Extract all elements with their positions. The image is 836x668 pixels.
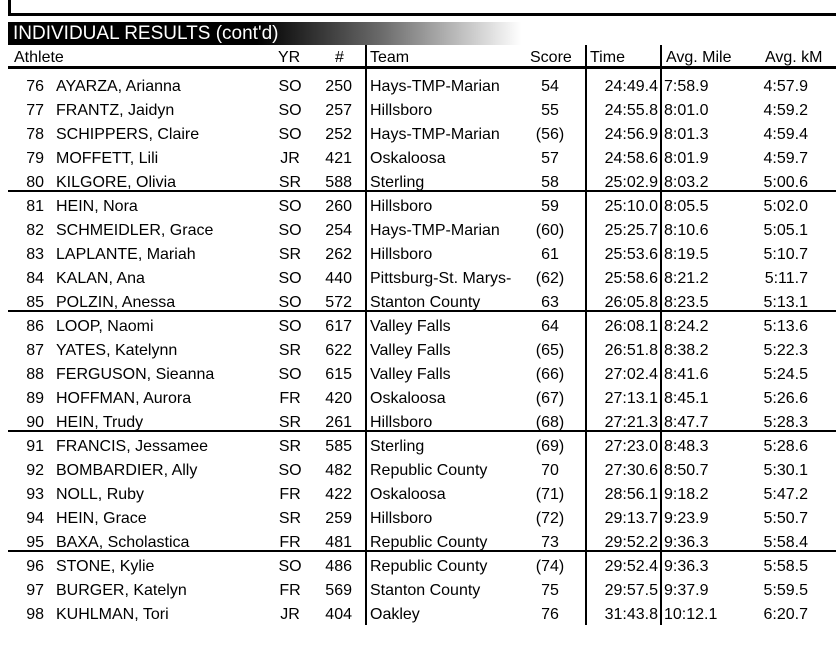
avg-km-pace: 4:59.4 [763, 126, 808, 143]
athlete-name: SCHMEIDLER, Grace [56, 222, 214, 239]
team-name: Stanton County [370, 582, 481, 599]
athlete-name: KALAN, Ana [56, 270, 145, 287]
place-number: 84 [26, 270, 44, 287]
team-score: (60) [535, 222, 565, 239]
avg-km-pace: 4:59.2 [763, 102, 808, 119]
finish-time: 25:10.0 [604, 198, 658, 215]
athlete-name: BOMBARDIER, Ally [56, 462, 198, 479]
table-row [8, 96, 836, 120]
header-avg-km: Avg. kM [765, 49, 823, 66]
avg-mile-pace: 8:48.3 [664, 438, 709, 455]
table-row [8, 216, 836, 240]
team-name: Hillsboro [370, 102, 433, 119]
avg-km-pace: 5:22.3 [763, 342, 808, 359]
team-score: (62) [535, 270, 565, 287]
athlete-year: SO [278, 102, 302, 119]
team-name: Hillsboro [370, 510, 433, 527]
table-row [8, 192, 836, 216]
avg-km-pace: 5:59.5 [763, 582, 808, 599]
bib-number: 262 [325, 246, 352, 263]
table-row [8, 360, 836, 384]
avg-km-pace: 5:11.7 [764, 270, 808, 287]
athlete-year: FR [279, 486, 301, 503]
athlete-year: SR [278, 246, 302, 263]
avg-km-pace: 6:20.7 [763, 606, 808, 623]
avg-km-pace: 5:02.0 [763, 198, 808, 215]
avg-mile-pace: 8:41.6 [664, 366, 709, 383]
athlete-name: MOFFETT, Lili [56, 150, 159, 167]
bib-number: 572 [325, 294, 352, 311]
bib-number: 252 [325, 126, 352, 143]
athlete-name: HOFFMAN, Aurora [56, 390, 192, 407]
avg-mile-pace: 9:36.3 [664, 534, 709, 551]
avg-mile-pace: 9:37.9 [664, 582, 709, 599]
table-row [8, 336, 836, 360]
avg-km-pace: 5:58.4 [763, 534, 808, 551]
team-score: 59 [541, 198, 559, 215]
place-number: 79 [26, 150, 44, 167]
top-frame [8, 0, 836, 16]
team-name: Valley Falls [370, 318, 451, 335]
avg-mile-pace: 8:03.2 [664, 174, 709, 191]
place-number: 88 [26, 366, 44, 383]
bib-number: 261 [325, 414, 352, 431]
table-row [8, 408, 836, 432]
athlete-year: SO [278, 318, 302, 335]
place-number: 95 [26, 534, 44, 551]
finish-time: 24:56.9 [604, 126, 658, 143]
finish-time: 25:58.6 [604, 270, 658, 287]
place-number: 97 [26, 582, 44, 599]
athlete-name: HEIN, Grace [56, 510, 147, 527]
finish-time: 24:55.8 [604, 102, 658, 119]
place-number: 86 [26, 318, 44, 335]
athlete-year: SO [278, 78, 302, 95]
place-number: 76 [26, 78, 44, 95]
avg-mile-pace: 8:45.1 [664, 390, 709, 407]
place-number: 77 [26, 102, 44, 119]
athlete-name: HEIN, Nora [56, 198, 138, 215]
table-row [8, 456, 836, 480]
team-name: Hays-TMP-Marian [370, 222, 500, 239]
team-score: 75 [541, 582, 559, 599]
athlete-year: FR [279, 582, 301, 599]
bib-number: 481 [325, 534, 352, 551]
avg-mile-pace: 7:58.9 [664, 78, 709, 95]
avg-mile-pace: 8:01.9 [664, 150, 709, 167]
team-score: (68) [535, 414, 565, 431]
place-number: 87 [26, 342, 44, 359]
finish-time: 28:56.1 [604, 486, 658, 503]
athlete-name: YATES, Katelynn [56, 342, 178, 359]
avg-mile-pace: 8:38.2 [664, 342, 709, 359]
athlete-year: SO [278, 270, 302, 287]
athlete-name: LOOP, Naomi [56, 318, 154, 335]
athlete-name: NOLL, Ruby [56, 486, 145, 503]
avg-km-pace: 4:57.9 [763, 78, 808, 95]
athlete-year: SR [278, 342, 302, 359]
place-number: 85 [26, 294, 44, 311]
place-number: 80 [26, 174, 44, 191]
team-name: Oskaloosa [370, 390, 446, 407]
place-number: 91 [26, 438, 44, 455]
bib-number: 588 [325, 174, 352, 191]
bib-number: 482 [325, 462, 352, 479]
avg-km-pace: 5:58.5 [763, 558, 808, 575]
avg-km-pace: 5:24.5 [763, 366, 808, 383]
avg-mile-pace: 8:47.7 [664, 414, 709, 431]
table-row [8, 120, 836, 144]
team-name: Republic County [370, 462, 488, 479]
table-row [8, 576, 836, 600]
athlete-name: FRANCIS, Jessamee [56, 438, 209, 455]
finish-time: 26:51.8 [604, 342, 658, 359]
bib-number: 585 [325, 438, 352, 455]
avg-km-pace: 5:13.1 [763, 294, 808, 311]
team-score: 64 [541, 318, 559, 335]
avg-mile-pace: 8:23.5 [664, 294, 709, 311]
avg-mile-pace: 9:23.9 [664, 510, 709, 527]
athlete-year: SO [278, 222, 302, 239]
athlete-name: KUHLMAN, Tori [56, 606, 169, 623]
athlete-name: HEIN, Trudy [56, 414, 144, 431]
team-name: Republic County [370, 558, 488, 575]
athlete-year: SO [278, 366, 302, 383]
avg-km-pace: 5:50.7 [763, 510, 808, 527]
team-name: Hillsboro [370, 198, 433, 215]
place-number: 78 [26, 126, 44, 143]
team-score: 76 [541, 606, 559, 623]
team-score: 70 [541, 462, 559, 479]
avg-mile-pace: 9:36.3 [664, 558, 709, 575]
bib-number: 617 [325, 318, 352, 335]
finish-time: 31:43.8 [604, 606, 658, 623]
table-row [8, 288, 836, 312]
avg-km-pace: 4:59.7 [763, 150, 808, 167]
athlete-year: SR [278, 174, 302, 191]
team-name: Sterling [370, 438, 425, 455]
athlete-name: LAPLANTE, Mariah [56, 246, 196, 263]
team-name: Hays-TMP-Marian [370, 126, 500, 143]
header-team: Team [370, 49, 410, 66]
place-number: 90 [26, 414, 44, 431]
table-row [8, 504, 836, 528]
team-name: Stanton County [370, 294, 481, 311]
athlete-year: SO [278, 462, 302, 479]
avg-mile-pace: 8:24.2 [664, 318, 709, 335]
avg-km-pace: 5:28.6 [763, 438, 808, 455]
table-row [8, 168, 836, 192]
team-name: Sterling [370, 174, 425, 191]
athlete-name: KILGORE, Olivia [56, 174, 177, 191]
finish-time: 27:13.1 [604, 390, 658, 407]
header-avg-mile: Avg. Mile [666, 49, 732, 66]
header-score: Score [530, 49, 572, 66]
finish-time: 29:52.2 [604, 534, 658, 551]
athlete-year: JR [280, 150, 300, 167]
team-score: 73 [541, 534, 559, 551]
place-number: 94 [26, 510, 44, 527]
bib-number: 420 [325, 390, 352, 407]
bib-number: 486 [325, 558, 352, 575]
finish-time: 25:02.9 [604, 174, 658, 191]
finish-time: 24:58.6 [604, 150, 658, 167]
team-score: (71) [535, 486, 565, 503]
athlete-name: FERGUSON, Sieanna [56, 366, 215, 383]
table-row [8, 144, 836, 168]
athlete-year: SO [278, 294, 302, 311]
team-name: Oskaloosa [370, 150, 446, 167]
bib-number: 615 [325, 366, 352, 383]
place-number: 98 [26, 606, 44, 623]
place-number: 81 [26, 198, 44, 215]
header-athlete: Athlete [14, 49, 64, 66]
team-score: 57 [541, 150, 559, 167]
team-score: (67) [535, 390, 565, 407]
section-title: INDIVIDUAL RESULTS (cont'd) [8, 22, 836, 45]
athlete-name: AYARZA, Arianna [56, 78, 181, 95]
avg-mile-pace: 8:01.3 [664, 126, 709, 143]
table-row [8, 600, 836, 624]
avg-mile-pace: 8:21.2 [664, 270, 709, 287]
table-row [8, 240, 836, 264]
athlete-year: SO [278, 558, 302, 575]
team-score: (74) [535, 558, 565, 575]
bib-number: 404 [325, 606, 352, 623]
team-score: (69) [535, 438, 565, 455]
bib-number: 569 [325, 582, 352, 599]
athlete-year: SO [278, 198, 302, 215]
team-score: (66) [535, 366, 565, 383]
finish-time: 26:05.8 [604, 294, 658, 311]
athlete-name: BURGER, Katelyn [56, 582, 187, 599]
athlete-name: BAXA, Scholastica [56, 534, 190, 551]
table-row [8, 480, 836, 504]
finish-time: 27:23.0 [604, 438, 658, 455]
athlete-name: FRANTZ, Jaidyn [56, 102, 175, 119]
place-number: 82 [26, 222, 44, 239]
place-number: 92 [26, 462, 44, 479]
bib-number: 250 [325, 78, 352, 95]
team-name: Republic County [370, 534, 488, 551]
team-score: 58 [541, 174, 559, 191]
avg-mile-pace: 8:50.7 [664, 462, 709, 479]
athlete-year: FR [279, 390, 301, 407]
athlete-year: JR [280, 606, 300, 623]
team-name: Hays-TMP-Marian [370, 78, 500, 95]
team-score: 54 [541, 78, 559, 95]
table-row [8, 528, 836, 552]
finish-time: 27:30.6 [604, 462, 658, 479]
finish-time: 24:49.4 [604, 78, 658, 95]
athlete-name: STONE, Kylie [56, 558, 155, 575]
team-score: (72) [535, 510, 565, 527]
header-bib: # [335, 49, 344, 66]
bib-number: 622 [325, 342, 352, 359]
team-name: Hillsboro [370, 246, 433, 263]
team-name: Hillsboro [370, 414, 433, 431]
bib-number: 254 [325, 222, 352, 239]
table-row [8, 432, 836, 456]
finish-time: 26:08.1 [604, 318, 658, 335]
avg-km-pace: 5:05.1 [763, 222, 808, 239]
athlete-year: SR [278, 510, 302, 527]
team-name: Valley Falls [370, 366, 451, 383]
avg-km-pace: 5:00.6 [763, 174, 808, 191]
avg-km-pace: 5:13.6 [763, 318, 808, 335]
header-yr: YR [278, 49, 301, 66]
place-number: 93 [26, 486, 44, 503]
table-row [8, 552, 836, 576]
table-row [8, 384, 836, 408]
team-score: 55 [541, 102, 559, 119]
team-score: 61 [541, 246, 559, 263]
bib-number: 260 [325, 198, 352, 215]
athlete-name: POLZIN, Anessa [56, 294, 176, 311]
avg-km-pace: 5:30.1 [763, 462, 808, 479]
team-score: 63 [541, 294, 559, 311]
table-header [8, 45, 836, 69]
avg-km-pace: 5:26.6 [763, 390, 808, 407]
athlete-name: SCHIPPERS, Claire [56, 126, 200, 143]
place-number: 96 [26, 558, 44, 575]
finish-time: 29:52.4 [604, 558, 658, 575]
avg-mile-pace: 8:05.5 [664, 198, 709, 215]
team-name: Pittsburg-St. Marys- [370, 270, 512, 287]
table-row [8, 264, 836, 288]
team-name: Oakley [370, 606, 420, 623]
avg-km-pace: 5:10.7 [763, 246, 808, 263]
avg-mile-pace: 8:19.5 [664, 246, 709, 263]
finish-time: 25:53.6 [604, 246, 658, 263]
team-name: Oskaloosa [370, 486, 446, 503]
avg-mile-pace: 10:12.1 [664, 606, 718, 623]
avg-mile-pace: 8:01.0 [664, 102, 709, 119]
table-row [8, 72, 836, 96]
bib-number: 440 [325, 270, 352, 287]
athlete-year: SR [278, 414, 302, 431]
header-time: Time [590, 49, 625, 66]
team-score: (56) [535, 126, 565, 143]
finish-time: 27:02.4 [604, 366, 658, 383]
place-number: 89 [26, 390, 44, 407]
avg-mile-pace: 9:18.2 [664, 486, 709, 503]
team-name: Valley Falls [370, 342, 451, 359]
avg-km-pace: 5:28.3 [763, 414, 808, 431]
athlete-year: SO [278, 126, 302, 143]
athlete-year: FR [279, 534, 301, 551]
place-number: 83 [26, 246, 44, 263]
finish-time: 29:13.7 [604, 510, 658, 527]
bib-number: 257 [325, 102, 352, 119]
avg-mile-pace: 8:10.6 [664, 222, 709, 239]
athlete-year: SR [278, 438, 302, 455]
table-row [8, 312, 836, 336]
finish-time: 25:25.7 [604, 222, 658, 239]
bib-number: 421 [325, 150, 352, 167]
avg-km-pace: 5:47.2 [763, 486, 808, 503]
bib-number: 422 [325, 486, 352, 503]
bib-number: 259 [325, 510, 352, 527]
finish-time: 29:57.5 [604, 582, 658, 599]
team-score: (65) [535, 342, 565, 359]
finish-time: 27:21.3 [604, 414, 658, 431]
